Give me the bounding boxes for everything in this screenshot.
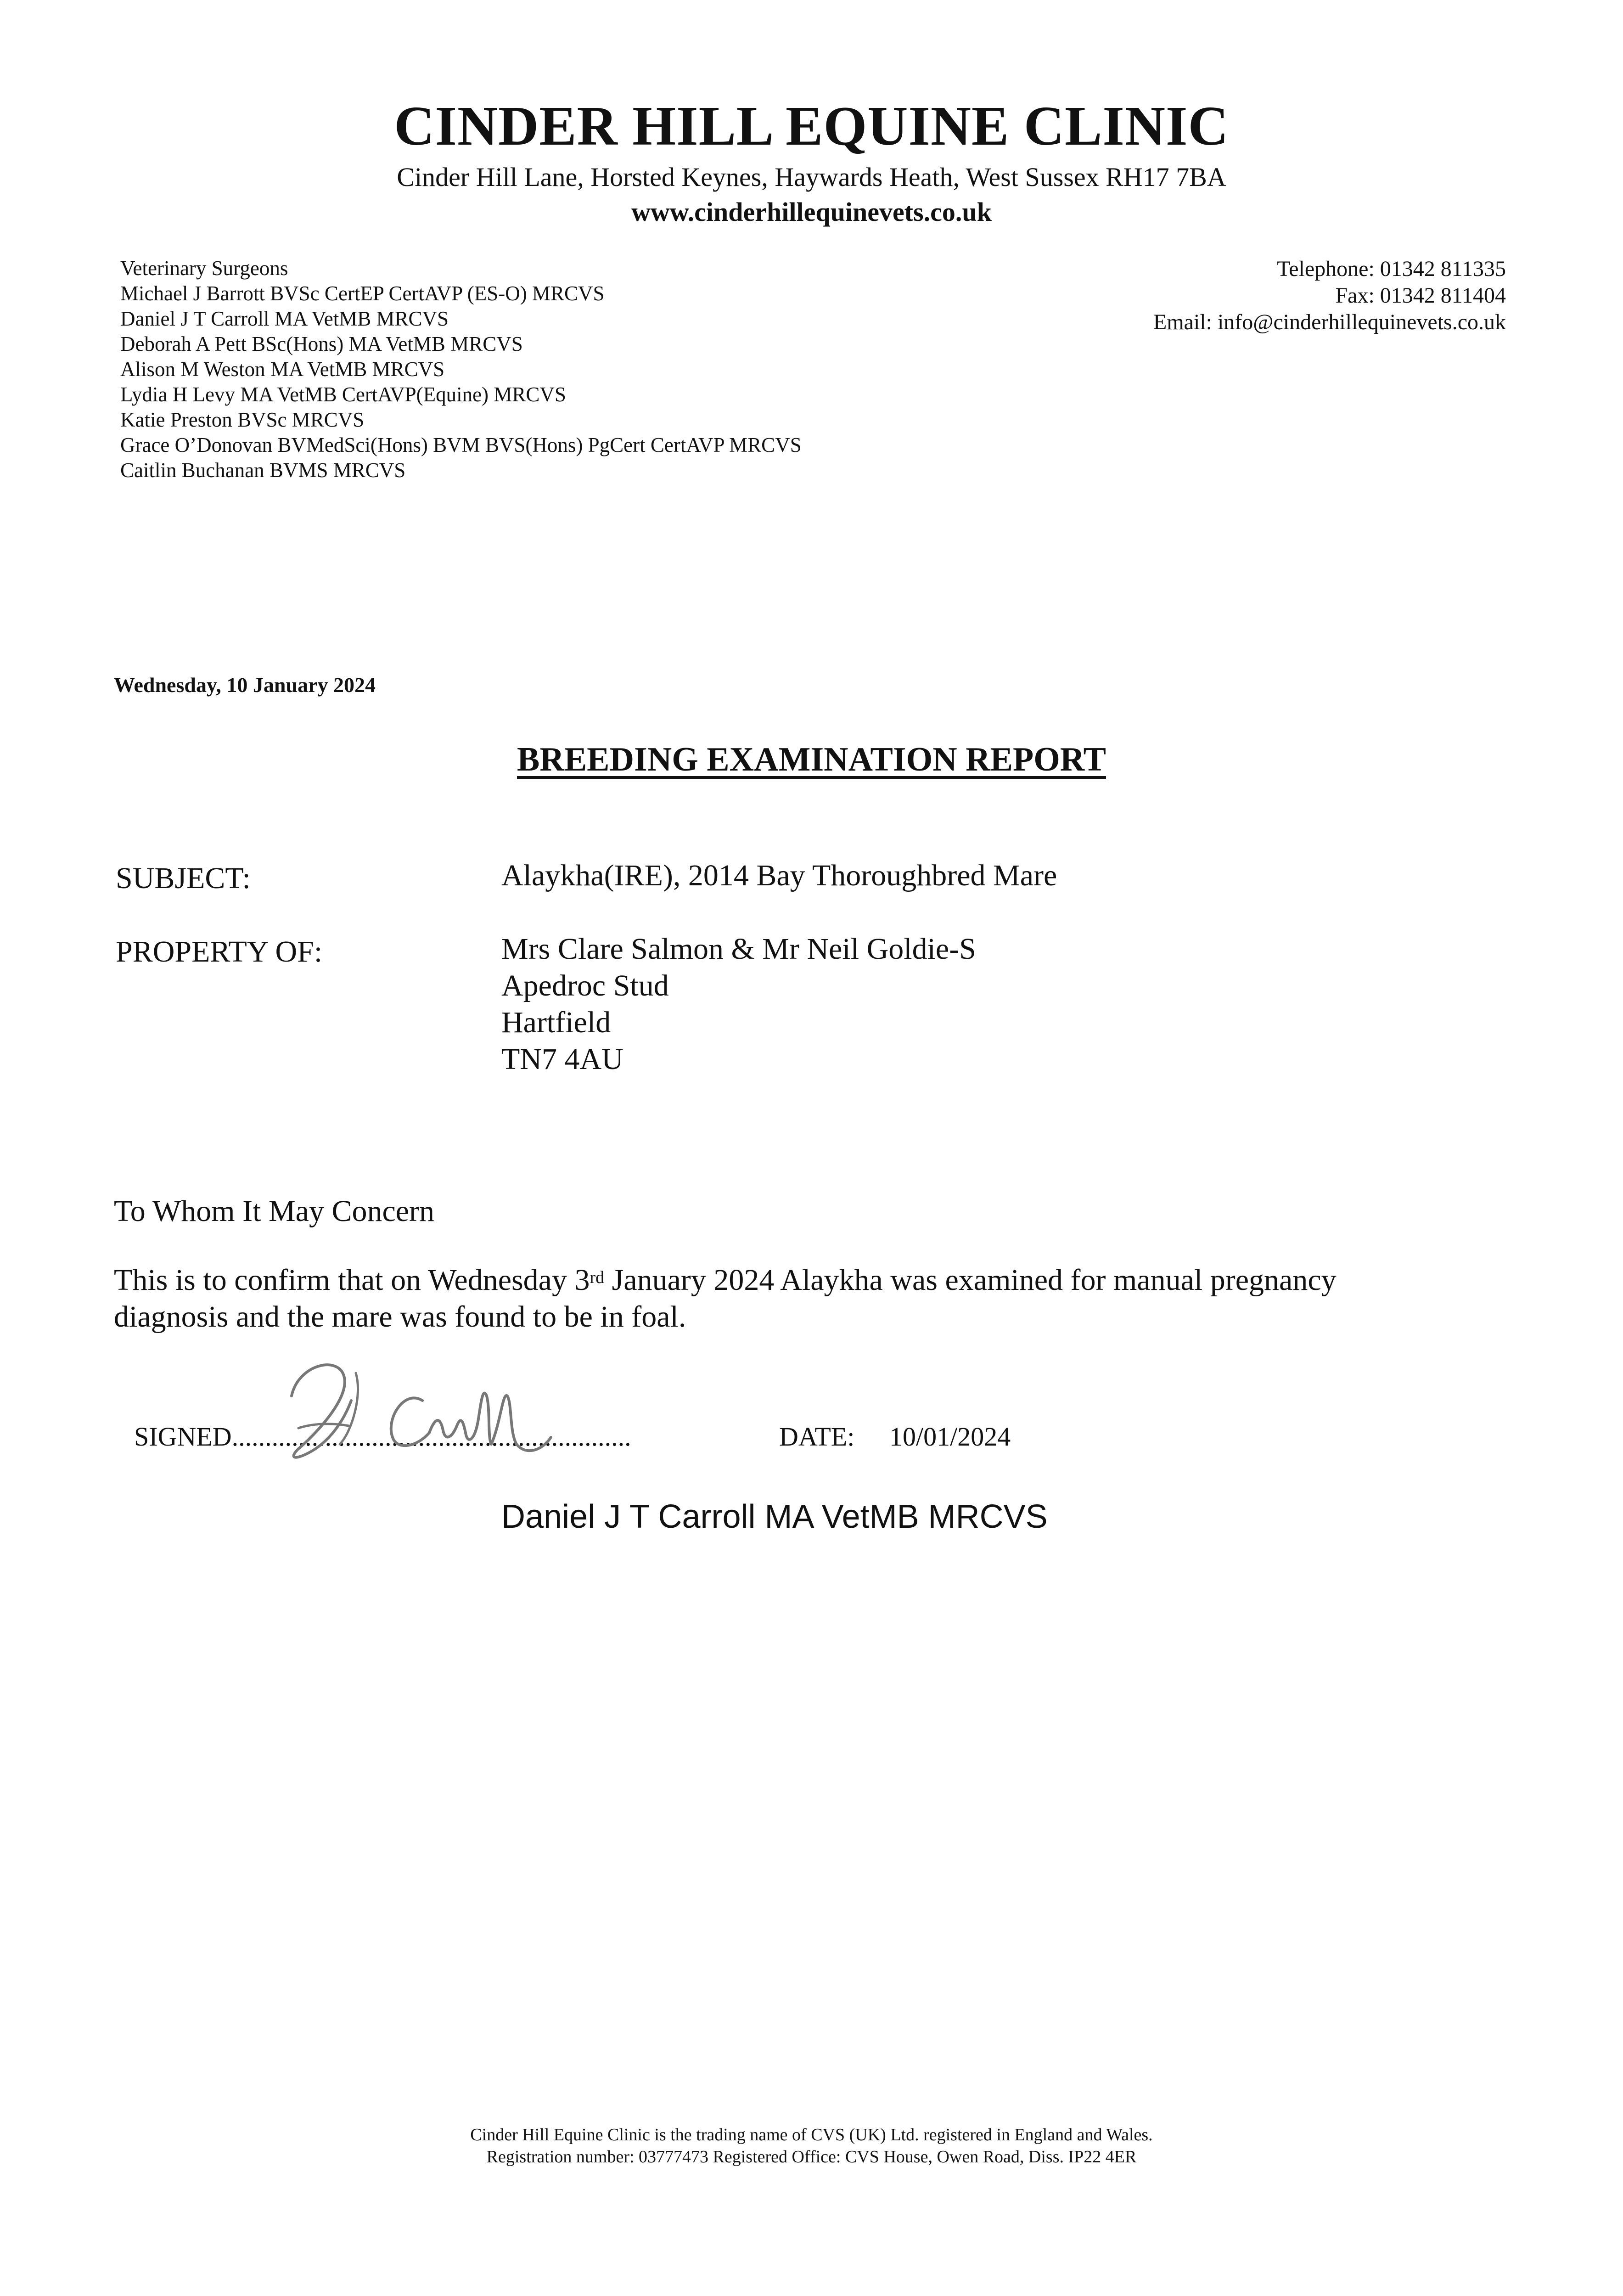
surgeon-name: Daniel J T Carroll MA VetMB MRCVS	[120, 307, 449, 330]
surgeon-name: Caitlin Buchanan BVMS MRCVS	[120, 459, 406, 482]
clinic-name: CINDER HILL EQUINE CLINIC	[394, 95, 1229, 157]
body-text-part: January 2024 Alaykha was examined for manual pregnancy diagnosis and the mare was found to be in foal.	[114, 1263, 1337, 1334]
subject-label: SUBJECT:	[116, 861, 251, 895]
surgeons-list	[120, 256, 802, 483]
ordinal-suffix: rd	[590, 1268, 605, 1287]
property-line: TN7 4AU	[501, 1042, 623, 1076]
signed-date: 10/01/2024	[889, 1422, 1011, 1452]
letter-date: Wednesday, 10 January 2024	[114, 673, 376, 697]
footer	[0, 2124, 1623, 2168]
surgeon-name: Grace O’Donovan BVMedSci(Hons) BVM BVS(Hons) PgCert CertAVP MRCVS	[120, 433, 802, 456]
body-paragraph	[114, 1262, 1445, 1335]
property-line: Apedroc Stud	[501, 969, 669, 1002]
surgeon-name: Deborah A Pett BSc(Hons) MA VetMB MRCVS	[120, 332, 523, 355]
surgeons-heading: Veterinary Surgeons	[120, 257, 288, 280]
surgeon-name: Lydia H Levy MA VetMB CertAVP(Equine) MRCVS	[120, 383, 566, 406]
property-label: PROPERTY OF:	[116, 935, 323, 968]
salutation: To Whom It May Concern	[114, 1194, 435, 1228]
surgeon-name: Michael J Barrott BVSc CertEP CertAVP (ES-O) MRCVS	[120, 282, 605, 305]
signed-line: SIGNED............................................................	[134, 1422, 631, 1452]
handwritten-signature	[271, 1345, 574, 1469]
contact-details	[1153, 256, 1506, 336]
property-address	[501, 931, 976, 1078]
report-title: BREEDING EXAMINATION REPORT	[517, 741, 1106, 778]
date-label: DATE:	[779, 1422, 855, 1452]
footer-line: Registration number: 03777473 Registered Office: CVS House, Owen Road, Diss. IP22 4ER	[486, 2147, 1137, 2167]
property-line: Hartfield	[501, 1006, 611, 1039]
subject-value: Alaykha(IRE), 2014 Bay Thoroughbred Mare	[501, 859, 1057, 892]
body-text-part: This is to confirm that on Wednesday 3	[114, 1263, 590, 1297]
clinic-address: Cinder Hill Lane, Horsted Keynes, Haywards Heath, West Sussex RH17 7BA	[397, 162, 1226, 192]
surgeon-name: Katie Preston BVSc MRCVS	[120, 408, 365, 431]
property-owner: Mrs Clare Salmon & Mr Neil Goldie-S	[501, 932, 976, 966]
clinic-website: www.cinderhillequinevets.co.uk	[631, 197, 992, 227]
signatory-name: Daniel J T Carroll MA VetMB MRCVS	[501, 1498, 1048, 1535]
fax: Fax: 01342 811404	[1335, 283, 1506, 308]
email: Email: info@cinderhillequinevets.co.uk	[1153, 310, 1506, 334]
telephone: Telephone: 01342 811335	[1277, 257, 1506, 281]
footer-line: Cinder Hill Equine Clinic is the trading name of CVS (UK) Ltd. registered in England and Wales.	[470, 2125, 1153, 2144]
surgeon-name: Alison M Weston MA VetMB MRCVS	[120, 358, 445, 381]
